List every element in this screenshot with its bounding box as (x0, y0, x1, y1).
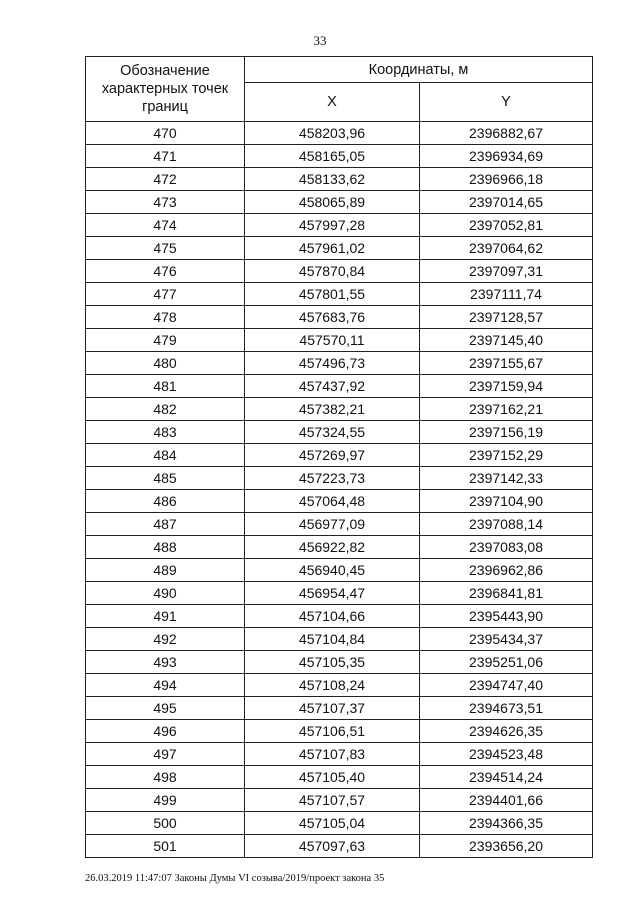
cell-point: 494 (86, 674, 245, 697)
cell-y: 2397097,31 (420, 260, 593, 283)
table-row (86, 697, 593, 720)
cell-point: 476 (86, 260, 245, 283)
cell-x: 457107,37 (245, 697, 420, 720)
cell-x: 457997,28 (245, 214, 420, 237)
cell-y: 2394523,48 (420, 743, 593, 766)
cell-x: 457961,02 (245, 237, 420, 260)
header-point-designation: Обозначение характерных точек границ (86, 57, 245, 122)
cell-y: 2396841,81 (420, 582, 593, 605)
cell-x: 457870,84 (245, 260, 420, 283)
cell-y: 2397159,94 (420, 375, 593, 398)
cell-point: 475 (86, 237, 245, 260)
table-row (86, 812, 593, 835)
cell-point: 492 (86, 628, 245, 651)
cell-point: 477 (86, 283, 245, 306)
cell-point: 497 (86, 743, 245, 766)
cell-point: 483 (86, 421, 245, 444)
table-row (86, 329, 593, 352)
table-row (86, 789, 593, 812)
cell-x: 457683,76 (245, 306, 420, 329)
cell-x: 458165,05 (245, 145, 420, 168)
page-number: 33 (313, 33, 327, 48)
cell-point: 474 (86, 214, 245, 237)
cell-x: 457064,48 (245, 490, 420, 513)
cell-x: 457104,84 (245, 628, 420, 651)
table-row (86, 766, 593, 789)
cell-x: 458203,96 (245, 122, 420, 145)
cell-x: 457108,24 (245, 674, 420, 697)
cell-y: 2395434,37 (420, 628, 593, 651)
table-row (86, 306, 593, 329)
cell-x: 457801,55 (245, 283, 420, 306)
cell-y: 2397145,40 (420, 329, 593, 352)
cell-point: 480 (86, 352, 245, 375)
table-row (86, 490, 593, 513)
cell-point: 489 (86, 559, 245, 582)
cell-point: 473 (86, 191, 245, 214)
cell-x: 457437,92 (245, 375, 420, 398)
cell-y: 2397128,57 (420, 306, 593, 329)
document-footer: 26.03.2019 11:47:07 Законы Думы VI созыва/2019/проект закона 35 (85, 873, 385, 884)
table-row (86, 260, 593, 283)
table-row (86, 513, 593, 536)
cell-x: 457223,73 (245, 467, 420, 490)
cell-y: 2396934,69 (420, 145, 593, 168)
table-row (86, 536, 593, 559)
cell-y: 2397162,21 (420, 398, 593, 421)
cell-point: 479 (86, 329, 245, 352)
table-row (86, 559, 593, 582)
cell-y: 2397142,33 (420, 467, 593, 490)
table-row (86, 444, 593, 467)
cell-point: 500 (86, 812, 245, 835)
cell-y: 2394514,24 (420, 766, 593, 789)
cell-y: 2396966,18 (420, 168, 593, 191)
cell-x: 456940,45 (245, 559, 420, 582)
cell-x: 458065,89 (245, 191, 420, 214)
cell-y: 2397014,65 (420, 191, 593, 214)
table-row (86, 720, 593, 743)
header-coordinates: Координаты, м (245, 57, 593, 83)
cell-x: 457097,63 (245, 835, 420, 858)
table-body (86, 122, 593, 858)
cell-point: 499 (86, 789, 245, 812)
cell-point: 482 (86, 398, 245, 421)
cell-x: 456922,82 (245, 536, 420, 559)
table-header (86, 57, 593, 122)
cell-y: 2397152,29 (420, 444, 593, 467)
table-row (86, 375, 593, 398)
cell-y: 2393656,20 (420, 835, 593, 858)
cell-point: 498 (86, 766, 245, 789)
cell-y: 2397104,90 (420, 490, 593, 513)
table-row (86, 122, 593, 145)
table-row (86, 421, 593, 444)
cell-point: 481 (86, 375, 245, 398)
cell-y: 2397156,19 (420, 421, 593, 444)
cell-point: 486 (86, 490, 245, 513)
table-row (86, 145, 593, 168)
cell-x: 457269,97 (245, 444, 420, 467)
table-row (86, 168, 593, 191)
cell-point: 495 (86, 697, 245, 720)
cell-x: 457107,83 (245, 743, 420, 766)
cell-x: 457107,57 (245, 789, 420, 812)
cell-x: 457570,11 (245, 329, 420, 352)
table-row (86, 214, 593, 237)
cell-x: 457496,73 (245, 352, 420, 375)
table-row (86, 743, 593, 766)
cell-y: 2394401,66 (420, 789, 593, 812)
table-row (86, 352, 593, 375)
cell-y: 2397064,62 (420, 237, 593, 260)
cell-point: 470 (86, 122, 245, 145)
cell-x: 456954,47 (245, 582, 420, 605)
table-row (86, 651, 593, 674)
cell-x: 457104,66 (245, 605, 420, 628)
table-row (86, 467, 593, 490)
cell-y: 2395251,06 (420, 651, 593, 674)
coordinates-table (85, 56, 593, 858)
cell-point: 491 (86, 605, 245, 628)
cell-x: 458133,62 (245, 168, 420, 191)
cell-point: 496 (86, 720, 245, 743)
cell-point: 488 (86, 536, 245, 559)
cell-x: 456977,09 (245, 513, 420, 536)
cell-x: 457324,55 (245, 421, 420, 444)
cell-x: 457105,40 (245, 766, 420, 789)
table-row (86, 674, 593, 697)
cell-y: 2394673,51 (420, 697, 593, 720)
cell-point: 472 (86, 168, 245, 191)
cell-y: 2394366,35 (420, 812, 593, 835)
cell-point: 487 (86, 513, 245, 536)
cell-y: 2397111,74 (420, 283, 593, 306)
table-row (86, 283, 593, 306)
header-x: X (245, 83, 420, 122)
cell-y: 2396962,86 (420, 559, 593, 582)
cell-point: 493 (86, 651, 245, 674)
cell-point: 485 (86, 467, 245, 490)
cell-x: 457382,21 (245, 398, 420, 421)
cell-y: 2397155,67 (420, 352, 593, 375)
cell-point: 484 (86, 444, 245, 467)
table-row (86, 582, 593, 605)
cell-y: 2397083,08 (420, 536, 593, 559)
table-row (86, 835, 593, 858)
table-row (86, 605, 593, 628)
table-row (86, 237, 593, 260)
cell-point: 471 (86, 145, 245, 168)
table-row (86, 628, 593, 651)
table-row (86, 398, 593, 421)
cell-y: 2394626,35 (420, 720, 593, 743)
cell-point: 478 (86, 306, 245, 329)
cell-y: 2395443,90 (420, 605, 593, 628)
cell-y: 2397052,81 (420, 214, 593, 237)
cell-x: 457106,51 (245, 720, 420, 743)
cell-x: 457105,04 (245, 812, 420, 835)
cell-y: 2396882,67 (420, 122, 593, 145)
cell-x: 457105,35 (245, 651, 420, 674)
cell-y: 2394747,40 (420, 674, 593, 697)
cell-point: 501 (86, 835, 245, 858)
cell-point: 490 (86, 582, 245, 605)
cell-y: 2397088,14 (420, 513, 593, 536)
header-y: Y (420, 83, 593, 122)
table-row (86, 191, 593, 214)
